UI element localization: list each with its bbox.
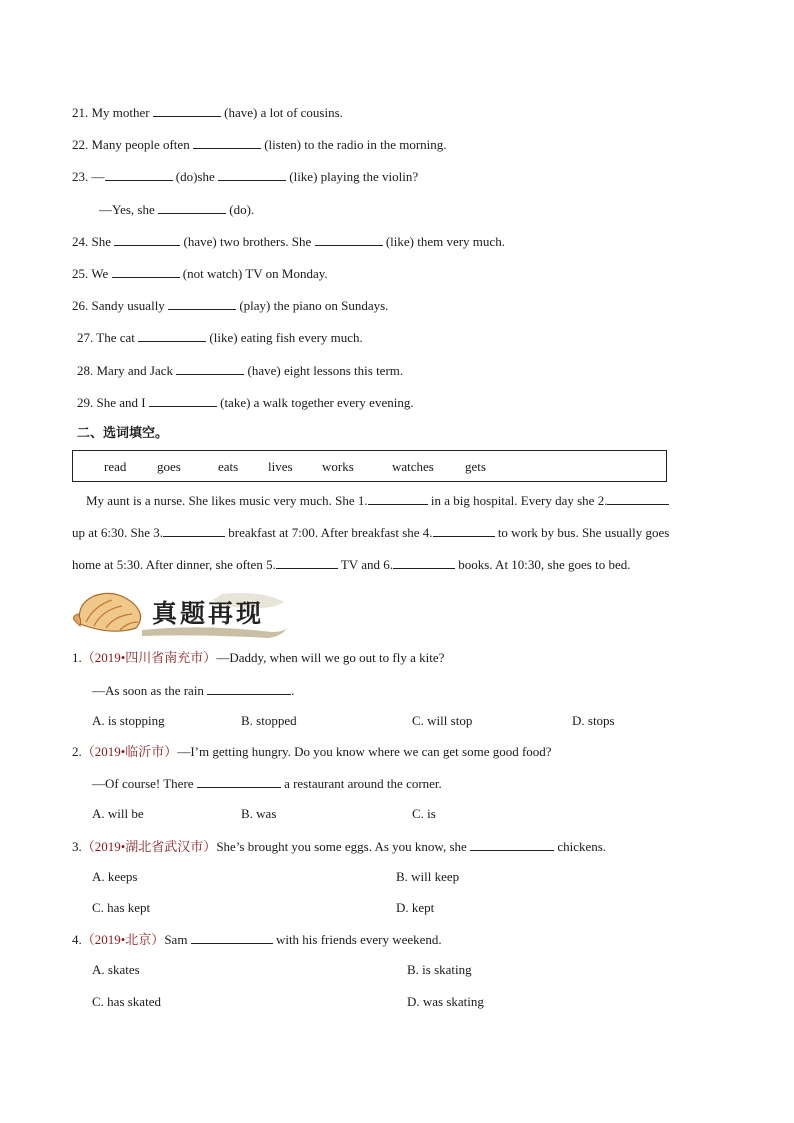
answer-blank[interactable] <box>197 775 281 788</box>
answer-blank[interactable] <box>112 265 180 278</box>
section-banner <box>72 586 290 640</box>
question-28 <box>77 362 403 379</box>
answer-blank[interactable] <box>193 136 261 149</box>
answer-blank[interactable] <box>218 168 286 181</box>
question-text: (play) the piano on Sundays. <box>239 298 389 313</box>
answer-blank[interactable] <box>207 682 291 695</box>
option-a[interactable]: A. skates <box>92 962 140 977</box>
question-text: (have) eight lessons this term. <box>247 363 404 378</box>
answer-blank[interactable] <box>105 168 173 181</box>
question-text: 27. The cat <box>77 330 135 345</box>
word-bank-item: read <box>104 459 127 474</box>
passage-text: home at 5:30. After dinner, she often 5. <box>72 557 276 572</box>
question-text: 25. We <box>72 266 109 281</box>
question-text: —Daddy, when will we go out to fly a kite? <box>216 650 445 665</box>
answer-blank[interactable] <box>114 233 180 246</box>
question-text: She’s brought you some eggs. As you know, she <box>216 839 467 854</box>
answer-blank[interactable] <box>368 492 428 505</box>
question-text: (like) eating fish every much. <box>209 330 363 345</box>
word-bank-item: goes <box>157 459 181 474</box>
question-text: chickens. <box>557 839 607 854</box>
question-text: 24. She <box>72 234 111 249</box>
question-text: (like) playing the violin? <box>289 169 419 184</box>
word-bank <box>72 450 667 482</box>
passage-text: breakfast at 7:00. After breakfast she 4. <box>228 525 433 540</box>
word-bank-item: watches <box>392 459 434 474</box>
answer-blank[interactable] <box>153 104 221 117</box>
question-source: （2019•四川省南充市） <box>81 650 217 665</box>
exam-question-1-line2 <box>92 682 294 699</box>
word-bank-item: lives <box>268 459 293 474</box>
question-text: (like) them very much. <box>385 234 505 249</box>
question-text: —Yes, she <box>99 202 155 217</box>
question-23-reply <box>99 201 254 218</box>
question-text: (do)she <box>175 169 215 184</box>
option-c[interactable]: C. will stop <box>412 713 473 728</box>
question-text: 28. Mary and Jack <box>77 363 174 378</box>
answer-blank[interactable] <box>276 556 338 569</box>
question-25 <box>72 265 328 282</box>
passage-text: books. At 10:30, she goes to bed. <box>458 557 631 572</box>
question-26 <box>72 297 388 314</box>
question-text: Sam <box>164 932 188 947</box>
question-number: 2. <box>72 744 82 759</box>
answer-blank[interactable] <box>176 362 244 375</box>
question-27 <box>77 329 363 346</box>
passage-text: TV and 6. <box>340 557 393 572</box>
answer-blank[interactable] <box>158 201 226 214</box>
question-22 <box>72 136 447 153</box>
answer-blank[interactable] <box>315 233 383 246</box>
question-24 <box>72 233 505 250</box>
question-text: . <box>291 683 295 698</box>
question-source: （2019•湖北省武汉市） <box>81 839 217 854</box>
answer-blank[interactable] <box>138 329 206 342</box>
passage-text: to work by bus. She usually goes <box>497 525 670 540</box>
answer-blank[interactable] <box>149 394 217 407</box>
question-text: with his friends every weekend. <box>275 932 442 947</box>
option-b[interactable]: B. stopped <box>241 713 297 728</box>
option-b[interactable]: B. will keep <box>396 869 460 884</box>
question-text: (not watch) TV on Monday. <box>182 266 328 281</box>
question-text: 26. Sandy usually <box>72 298 165 313</box>
option-d[interactable]: D. stops <box>572 713 615 728</box>
passage-text: in a big hospital. Every day she 2. <box>430 493 608 508</box>
question-text: 22. Many people often <box>72 137 190 152</box>
question-21 <box>72 104 343 121</box>
passage-text: up at 6:30. She 3. <box>72 525 163 540</box>
word-bank-item: eats <box>218 459 239 474</box>
question-text: (take) a walk together every evening. <box>220 395 414 410</box>
question-number: 1. <box>72 650 82 665</box>
option-d[interactable]: D. kept <box>396 900 435 915</box>
answer-blank[interactable] <box>163 524 225 537</box>
question-text: a restaurant around the corner. <box>284 776 442 791</box>
exam-question-1 <box>72 650 444 666</box>
question-text: (have) two brothers. She <box>183 234 312 249</box>
answer-blank[interactable] <box>393 556 455 569</box>
option-c[interactable]: C. has skated <box>92 994 161 1009</box>
question-source: （2019•北京） <box>81 932 165 947</box>
passage-text: My aunt is a nurse. She likes music very much. She 1. <box>86 493 368 508</box>
passage-line-3 <box>72 556 630 573</box>
question-text: 21. My mother <box>72 105 150 120</box>
question-source: （2019•临沂市） <box>81 744 178 759</box>
option-a[interactable]: A. is stopping <box>92 713 165 728</box>
option-c[interactable]: C. has kept <box>92 900 151 915</box>
question-text: 29. She and I <box>77 395 146 410</box>
banner-title: 真题再现 <box>152 599 265 628</box>
question-text: (listen) to the radio in the morning. <box>264 137 447 152</box>
question-text: —I’m getting hungry. Do you know where we can get some good food? <box>177 744 552 759</box>
exam-question-3 <box>72 838 606 855</box>
option-c[interactable]: C. is <box>412 806 436 821</box>
passage-line-1 <box>86 492 669 509</box>
answer-blank[interactable] <box>168 297 236 310</box>
question-text: —As soon as the rain <box>92 683 204 698</box>
option-a[interactable]: A. keeps <box>92 869 138 884</box>
question-text: —Of course! There <box>92 776 194 791</box>
answer-blank[interactable] <box>607 492 669 505</box>
question-text: 23. — <box>72 169 105 184</box>
word-bank-item: works <box>322 459 354 474</box>
exam-question-2-line2 <box>92 775 442 792</box>
exam-question-2 <box>72 744 552 760</box>
word-bank-item: gets <box>465 459 486 474</box>
question-number: 3. <box>72 839 82 854</box>
question-text: (have) a lot of cousins. <box>224 105 343 120</box>
section-heading: 二、选词填空。 <box>77 426 169 441</box>
answer-blank[interactable] <box>470 838 554 851</box>
question-number: 4. <box>72 932 82 947</box>
question-23 <box>72 168 418 185</box>
option-d[interactable]: D. was skating <box>407 994 484 1009</box>
exam-question-4 <box>72 931 442 948</box>
answer-blank[interactable] <box>191 931 273 944</box>
option-b[interactable]: B. was <box>241 806 277 821</box>
option-a[interactable]: A. will be <box>92 806 144 821</box>
passage-line-2 <box>72 524 669 541</box>
option-b[interactable]: B. is skating <box>407 962 472 977</box>
question-29 <box>77 394 414 411</box>
answer-blank[interactable] <box>433 524 495 537</box>
question-text: (do). <box>229 202 255 217</box>
